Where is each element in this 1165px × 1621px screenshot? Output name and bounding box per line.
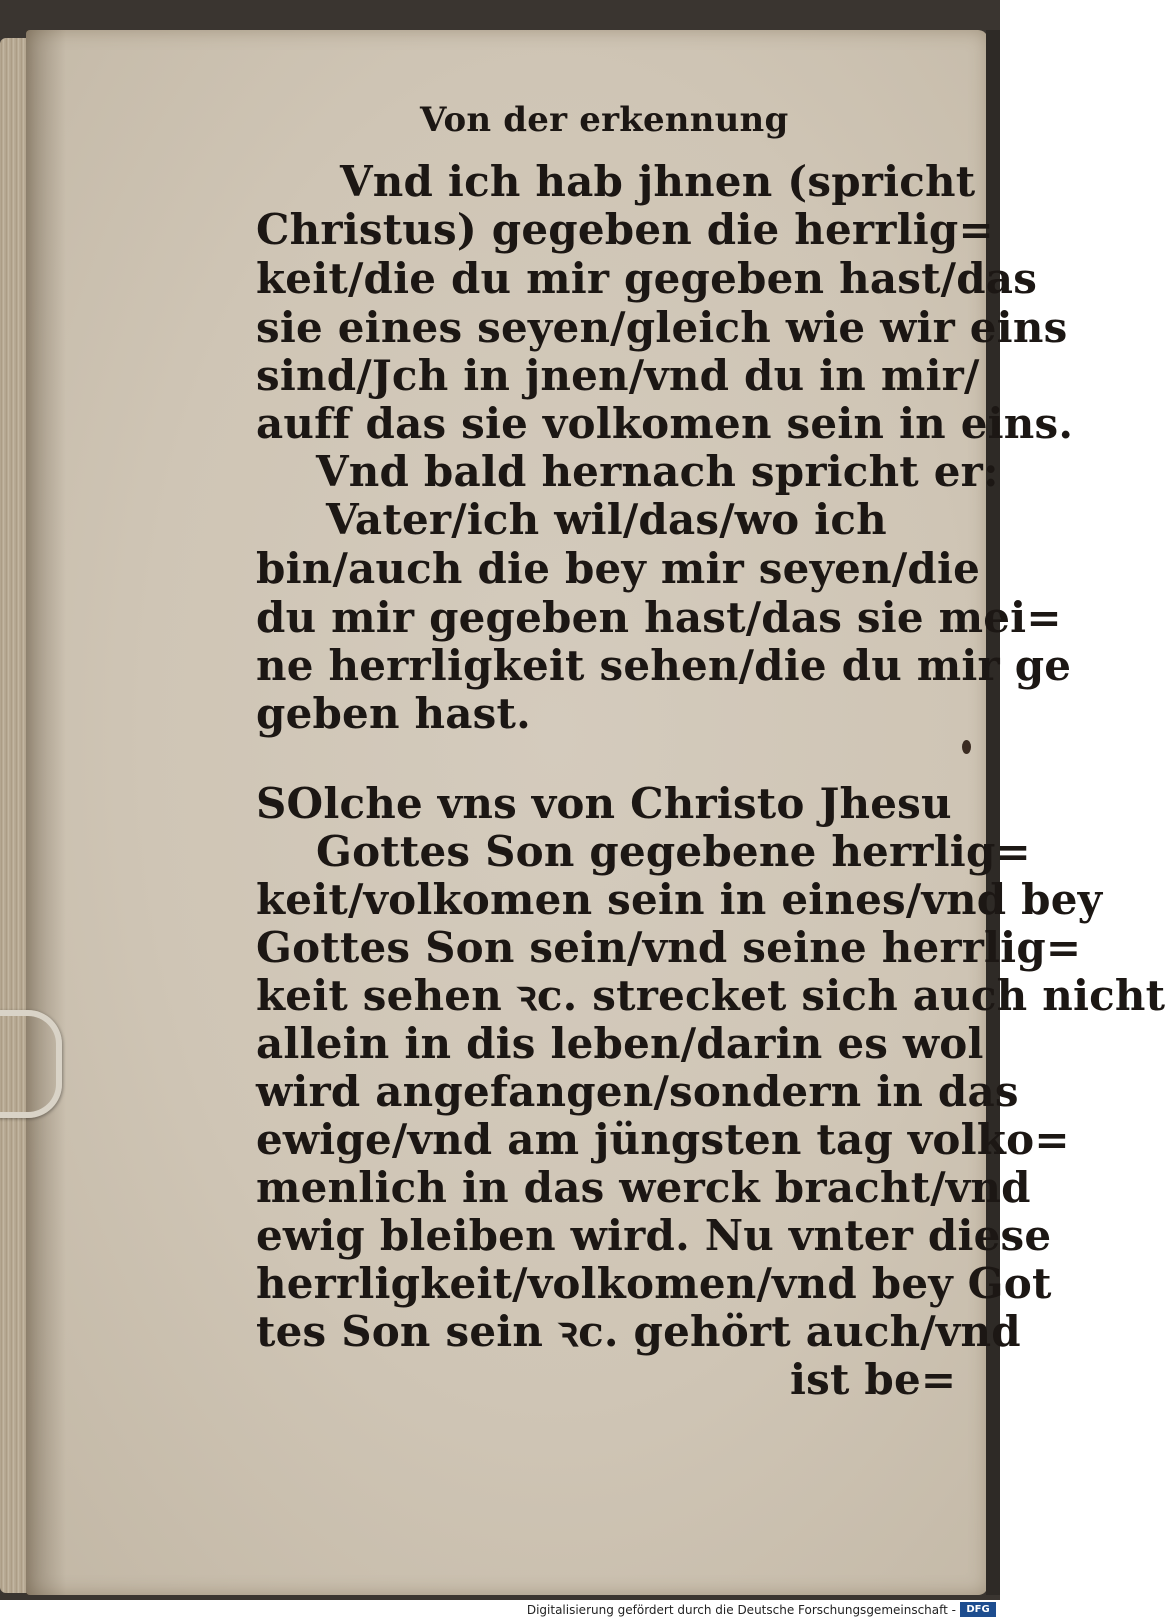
text-line: Gottes Son gegebene herrlig=	[316, 827, 1031, 876]
text-line: Vnd ich hab jhnen (spricht	[340, 157, 976, 206]
text-line: Gottes Son sein/vnd seine herrlig=	[256, 923, 1082, 972]
catchword: ist be=	[790, 1355, 957, 1404]
text-line: keit sehen ꝛc. strecket sich auch nicht	[256, 971, 1165, 1020]
text-line: keit/volkomen sein in eines/vnd bey	[256, 875, 1103, 924]
dfg-logo: DFG	[960, 1602, 996, 1617]
text-line: geben hast.	[256, 689, 531, 738]
page-clip	[0, 1010, 62, 1118]
spine-shadow	[26, 30, 66, 1595]
text-line: allein in dis leben/darin es wol	[256, 1019, 984, 1068]
ink-spot	[962, 740, 971, 754]
text-line: du mir gegeben hast/das sie mei=	[256, 593, 1062, 642]
text-line: menlich in das werck bracht/vnd	[256, 1163, 1031, 1212]
text-line: auff das sie volkomen sein in eins.	[256, 399, 1074, 448]
text-line: SOlche vns von Christo Jhesu	[256, 779, 952, 828]
text-line: Christus) gegeben die herrlig=	[256, 205, 994, 254]
text-line: keit/die du mir gegeben hast/das	[256, 254, 1038, 303]
text-line: ewig bleiben wird. Nu vnter diese	[256, 1211, 1052, 1260]
text-line: herrligkeit/volkomen/vnd bey Got	[256, 1259, 1052, 1308]
text-line: sie eines seyen/gleich wie wir eins	[256, 303, 1068, 352]
text-line: wird angefangen/sondern in das	[256, 1067, 1019, 1116]
text-line: ne herrligkeit sehen/die du mir ge	[256, 641, 1072, 690]
running-head: Von der erkennung	[420, 100, 789, 140]
text-line: Vnd bald hernach spricht er:	[316, 447, 999, 496]
text-line: Vater/ich wil/das/wo ich	[326, 495, 887, 544]
text-line: ewige/vnd am jüngsten tag volko=	[256, 1115, 1070, 1164]
text-line: sind/Jch in jnen/vnd du in mir/	[256, 351, 980, 400]
funding-credit: Digitalisierung gefördert durch die Deutsche Forschungsgemeinschaft -	[526, 1603, 956, 1617]
text-line: bin/auch die bey mir seyen/die	[256, 544, 981, 593]
footer-bar	[0, 1600, 1000, 1621]
text-line: tes Son sein ꝛc. gehört auch/vnd	[256, 1307, 1021, 1356]
